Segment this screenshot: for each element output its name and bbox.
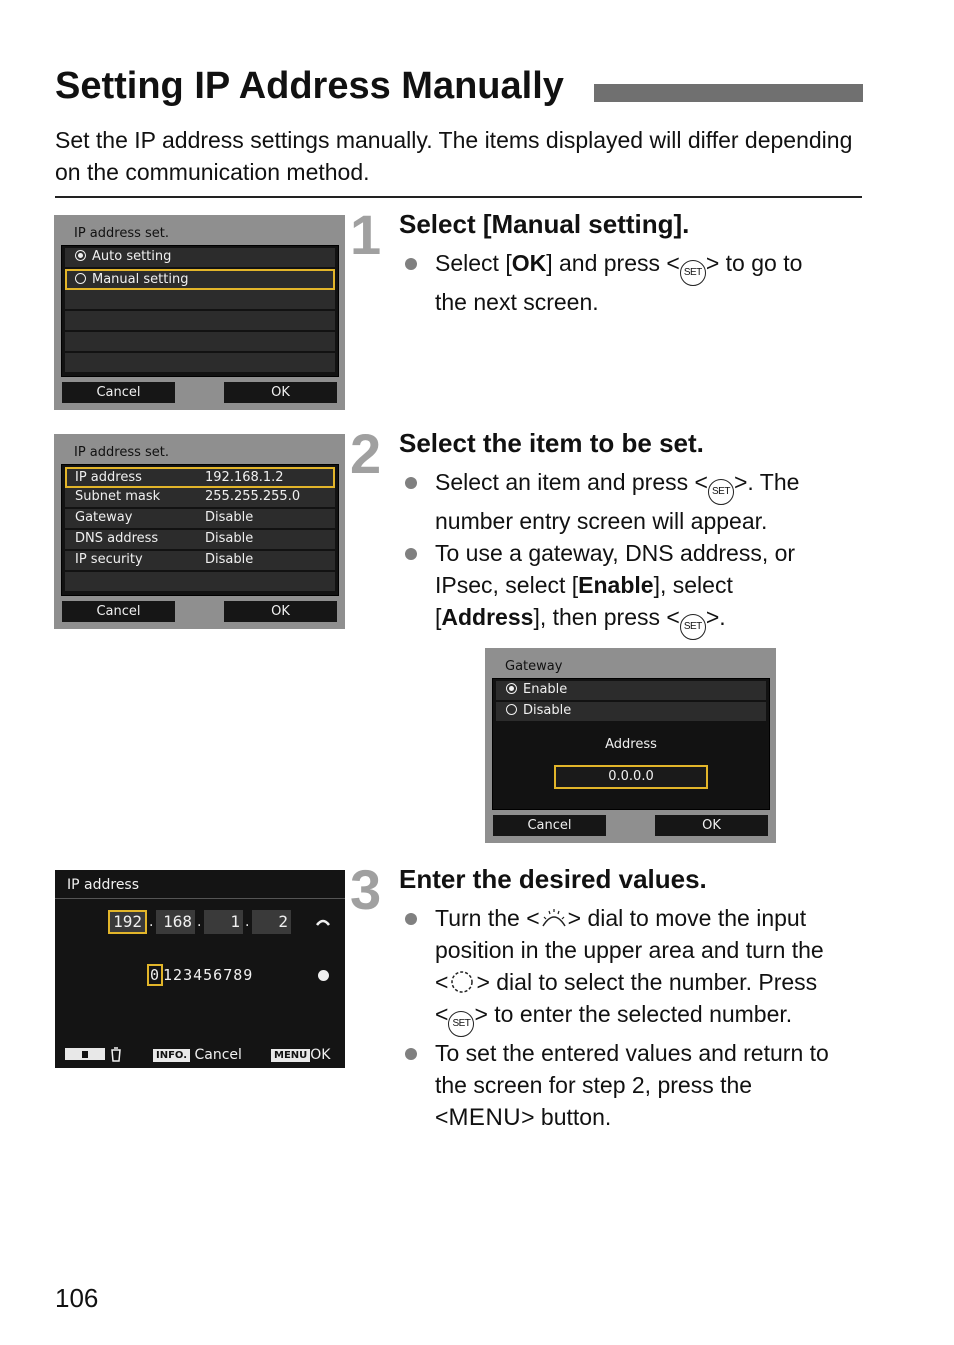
octet-input-1[interactable]: 192 (108, 910, 147, 934)
radio-unselected-icon (506, 704, 517, 715)
ok-button[interactable]: OK (224, 601, 337, 622)
row-ip-security[interactable]: IP security Disable (65, 551, 335, 572)
bullet-item: Select [OK] and press < SET > to go to the next screen. (399, 247, 829, 318)
set-button-icon: SET (680, 260, 706, 286)
step-bullets (399, 247, 829, 318)
page-title: Setting IP Address Manually (55, 65, 564, 107)
section-divider (55, 196, 862, 198)
main-dial-icon (315, 916, 331, 928)
step-heading: Select the item to be set. (399, 428, 704, 458)
bullet-item: To set the entered values and return to the screen for step 2, press the <MENU> button. (399, 1037, 829, 1134)
quick-control-dial-icon (317, 969, 330, 982)
camera-screen-ip-entry (55, 870, 345, 1068)
empty-row (65, 332, 335, 353)
step-bullets (399, 466, 829, 640)
step-number: 2 (350, 422, 382, 485)
menu-button-tag: MENU (271, 1049, 310, 1062)
octet-input-4[interactable]: 2 (252, 910, 291, 934)
quick-control-dial-icon (448, 968, 476, 996)
screen-title: IP address set. (74, 445, 170, 460)
cancel-button[interactable]: Cancel (62, 601, 175, 622)
ok-button[interactable]: OK (655, 815, 768, 836)
address-input[interactable]: 0.0.0.0 (554, 765, 708, 789)
camera-screen-ip-address-set-mode (54, 215, 345, 410)
option-manual-setting[interactable]: Manual setting (65, 269, 335, 290)
info-button-tag: INFO. (153, 1049, 190, 1062)
items-panel (61, 464, 339, 596)
radio-unselected-icon (75, 273, 86, 284)
title-decoration-bar (594, 84, 863, 102)
trash-icon (110, 1046, 122, 1062)
octet-separator: . (245, 914, 250, 930)
octet-input-2[interactable]: 168 (156, 910, 195, 934)
empty-row (65, 311, 335, 332)
radio-selected-icon (75, 250, 86, 261)
step-number: 3 (350, 858, 382, 921)
row-ip-address[interactable]: IP address 192.168.1.2 (65, 467, 335, 488)
row-subnet-mask[interactable]: Subnet mask 255.255.255.0 (65, 488, 335, 509)
options-panel (61, 245, 339, 377)
set-button-icon: SET (680, 614, 706, 640)
step-heading: Enter the desired values. (399, 864, 707, 894)
address-label: Address (605, 737, 657, 752)
bullet-item: Turn the < > dial to move the input position in the upper area and turn the < > dial to select the number. Press < SET > to enter the selected number. (399, 902, 829, 1037)
camera-screen-ip-address-items (54, 434, 345, 629)
ok-button[interactable]: OK (224, 382, 337, 403)
gateway-panel (492, 678, 770, 810)
cancel-button[interactable]: Cancel (62, 382, 175, 403)
ok-hint[interactable]: MENU OK (271, 1047, 330, 1063)
octet-separator: . (149, 914, 154, 930)
erase-tag (65, 1048, 105, 1060)
empty-row (65, 290, 335, 311)
row-dns-address[interactable]: DNS address Disable (65, 530, 335, 551)
radio-selected-icon (506, 683, 517, 694)
main-dial-icon (540, 904, 568, 932)
cancel-hint[interactable]: INFO. Cancel (153, 1047, 242, 1063)
screen-header (55, 870, 345, 899)
empty-row (65, 572, 335, 593)
screen-title: Gateway (505, 659, 563, 674)
screen-title: IP address (67, 877, 140, 893)
option-disable[interactable]: Disable (496, 702, 766, 723)
empty-row (65, 353, 335, 374)
set-button-icon: SET (448, 1011, 474, 1037)
row-gateway[interactable]: Gateway Disable (65, 509, 335, 530)
step-number: 1 (350, 203, 382, 266)
intro-text: Set the IP address settings manually. The items displayed will differ depending on the communication method. (55, 127, 853, 185)
cancel-button[interactable]: Cancel (493, 815, 606, 836)
option-enable[interactable]: Enable (496, 681, 766, 702)
digit-selector[interactable]: 0 123456789 (147, 966, 253, 984)
camera-screen-gateway (485, 648, 776, 843)
set-button-icon: SET (708, 479, 734, 505)
octet-separator: . (197, 914, 202, 930)
option-auto-setting[interactable]: Auto setting (65, 248, 335, 269)
bullet-item: Select an item and press < SET >. The number entry screen will appear. (399, 466, 829, 537)
page-number: 106 (55, 1283, 99, 1313)
screen-title: IP address set. (74, 226, 170, 241)
menu-button-icon: MENU (448, 1104, 522, 1131)
octet-input-3[interactable]: 1 (204, 910, 243, 934)
step-heading: Select [Manual setting]. (399, 209, 690, 239)
bullet-item: To use a gateway, DNS address, or IPsec, select [Enable], select [Address], then press < SET >. (399, 537, 829, 640)
step-bullets (399, 902, 829, 1134)
